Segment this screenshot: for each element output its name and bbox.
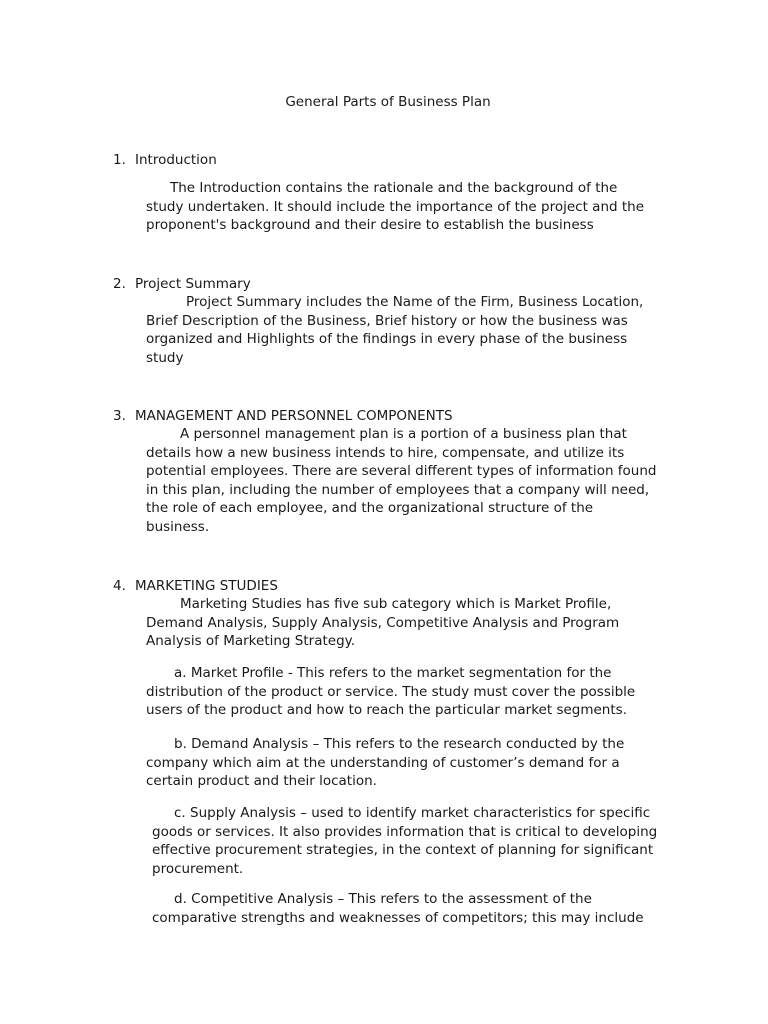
subitem-supply-analysis [152,804,692,878]
body-line: Marketing Studies has five sub category which is Market Profile, [180,596,612,612]
subitem-competitive-analysis [152,890,692,927]
subitem-demand-analysis [146,735,686,791]
section-title: MARKETING STUDIES [135,578,278,594]
subitem-line: distribution of the product or service. The study must cover the possible [146,683,636,700]
subitem-line: b. Demand Analysis – This refers to the research conducted by the [174,736,625,752]
section-number: 3. [113,408,126,424]
section-title: MANAGEMENT AND PERSONNEL COMPONENTS [135,408,453,424]
body-line: study [146,349,184,366]
body-line: business. [146,518,210,535]
body-line: Project Summary includes the Name of the Firm, Business Location, [186,294,644,310]
section-body-marketing [146,595,686,651]
section-title: Introduction [135,152,217,168]
body-line: proponent's background and their desire to establish the business [146,217,594,234]
section-heading-marketing [113,577,278,595]
section-body-introduction [146,179,686,235]
subitem-line: certain product and their location. [146,773,377,790]
body-line: Analysis of Marketing Strategy. [146,633,355,650]
subitem-line: d. Competitive Analysis – This refers to the assessment of the [174,891,592,907]
body-line: study undertaken. It should include the importance of the project and the [146,198,645,215]
document-title: General Parts of Business Plan [285,94,491,110]
section-heading-project-summary [113,275,251,293]
body-line: organized and Highlights of the findings in every phase of the business [146,331,628,348]
section-number: 1. [113,152,126,168]
subitem-market-profile [146,664,686,720]
subitem-line: goods or services. It also provides information that is critical to developing [152,823,658,840]
section-number: 2. [113,276,126,292]
subitem-line: a. Market Profile - This refers to the market segmentation for the [174,665,612,681]
subitem-line: c. Supply Analysis – used to identify market characteristics for specific [174,805,651,821]
section-heading-management [113,407,453,425]
section-body-management [146,425,686,537]
section-heading-introduction [113,151,217,169]
subitem-line: comparative strengths and weaknesses of competitors; this may include [152,909,644,926]
subitem-line: procurement. [152,860,244,877]
body-line: Demand Analysis, Supply Analysis, Competitive Analysis and Program [146,614,620,631]
subitem-line: users of the product and how to reach the particular market segments. [146,702,627,719]
body-line: The Introduction contains the rationale and the background of the [170,180,618,196]
subitem-line: effective procurement strategies, in the context of planning for significant [152,842,654,859]
section-title: Project Summary [135,276,251,292]
body-line: Brief Description of the Business, Brief history or how the business was [146,312,628,329]
section-number: 4. [113,578,126,594]
body-line: A personnel management plan is a portion of a business plan that [180,426,627,442]
body-line: in this plan, including the number of employees that a company will need, [146,481,650,498]
body-line: potential employees. There are several different types of information found [146,463,657,480]
section-body-project-summary [146,293,686,367]
body-line: details how a new business intends to hire, compensate, and utilize its [146,444,625,461]
body-line: the role of each employee, and the organizational structure of the [146,500,594,517]
subitem-line: company which aim at the understanding of customer’s demand for a [146,754,620,771]
